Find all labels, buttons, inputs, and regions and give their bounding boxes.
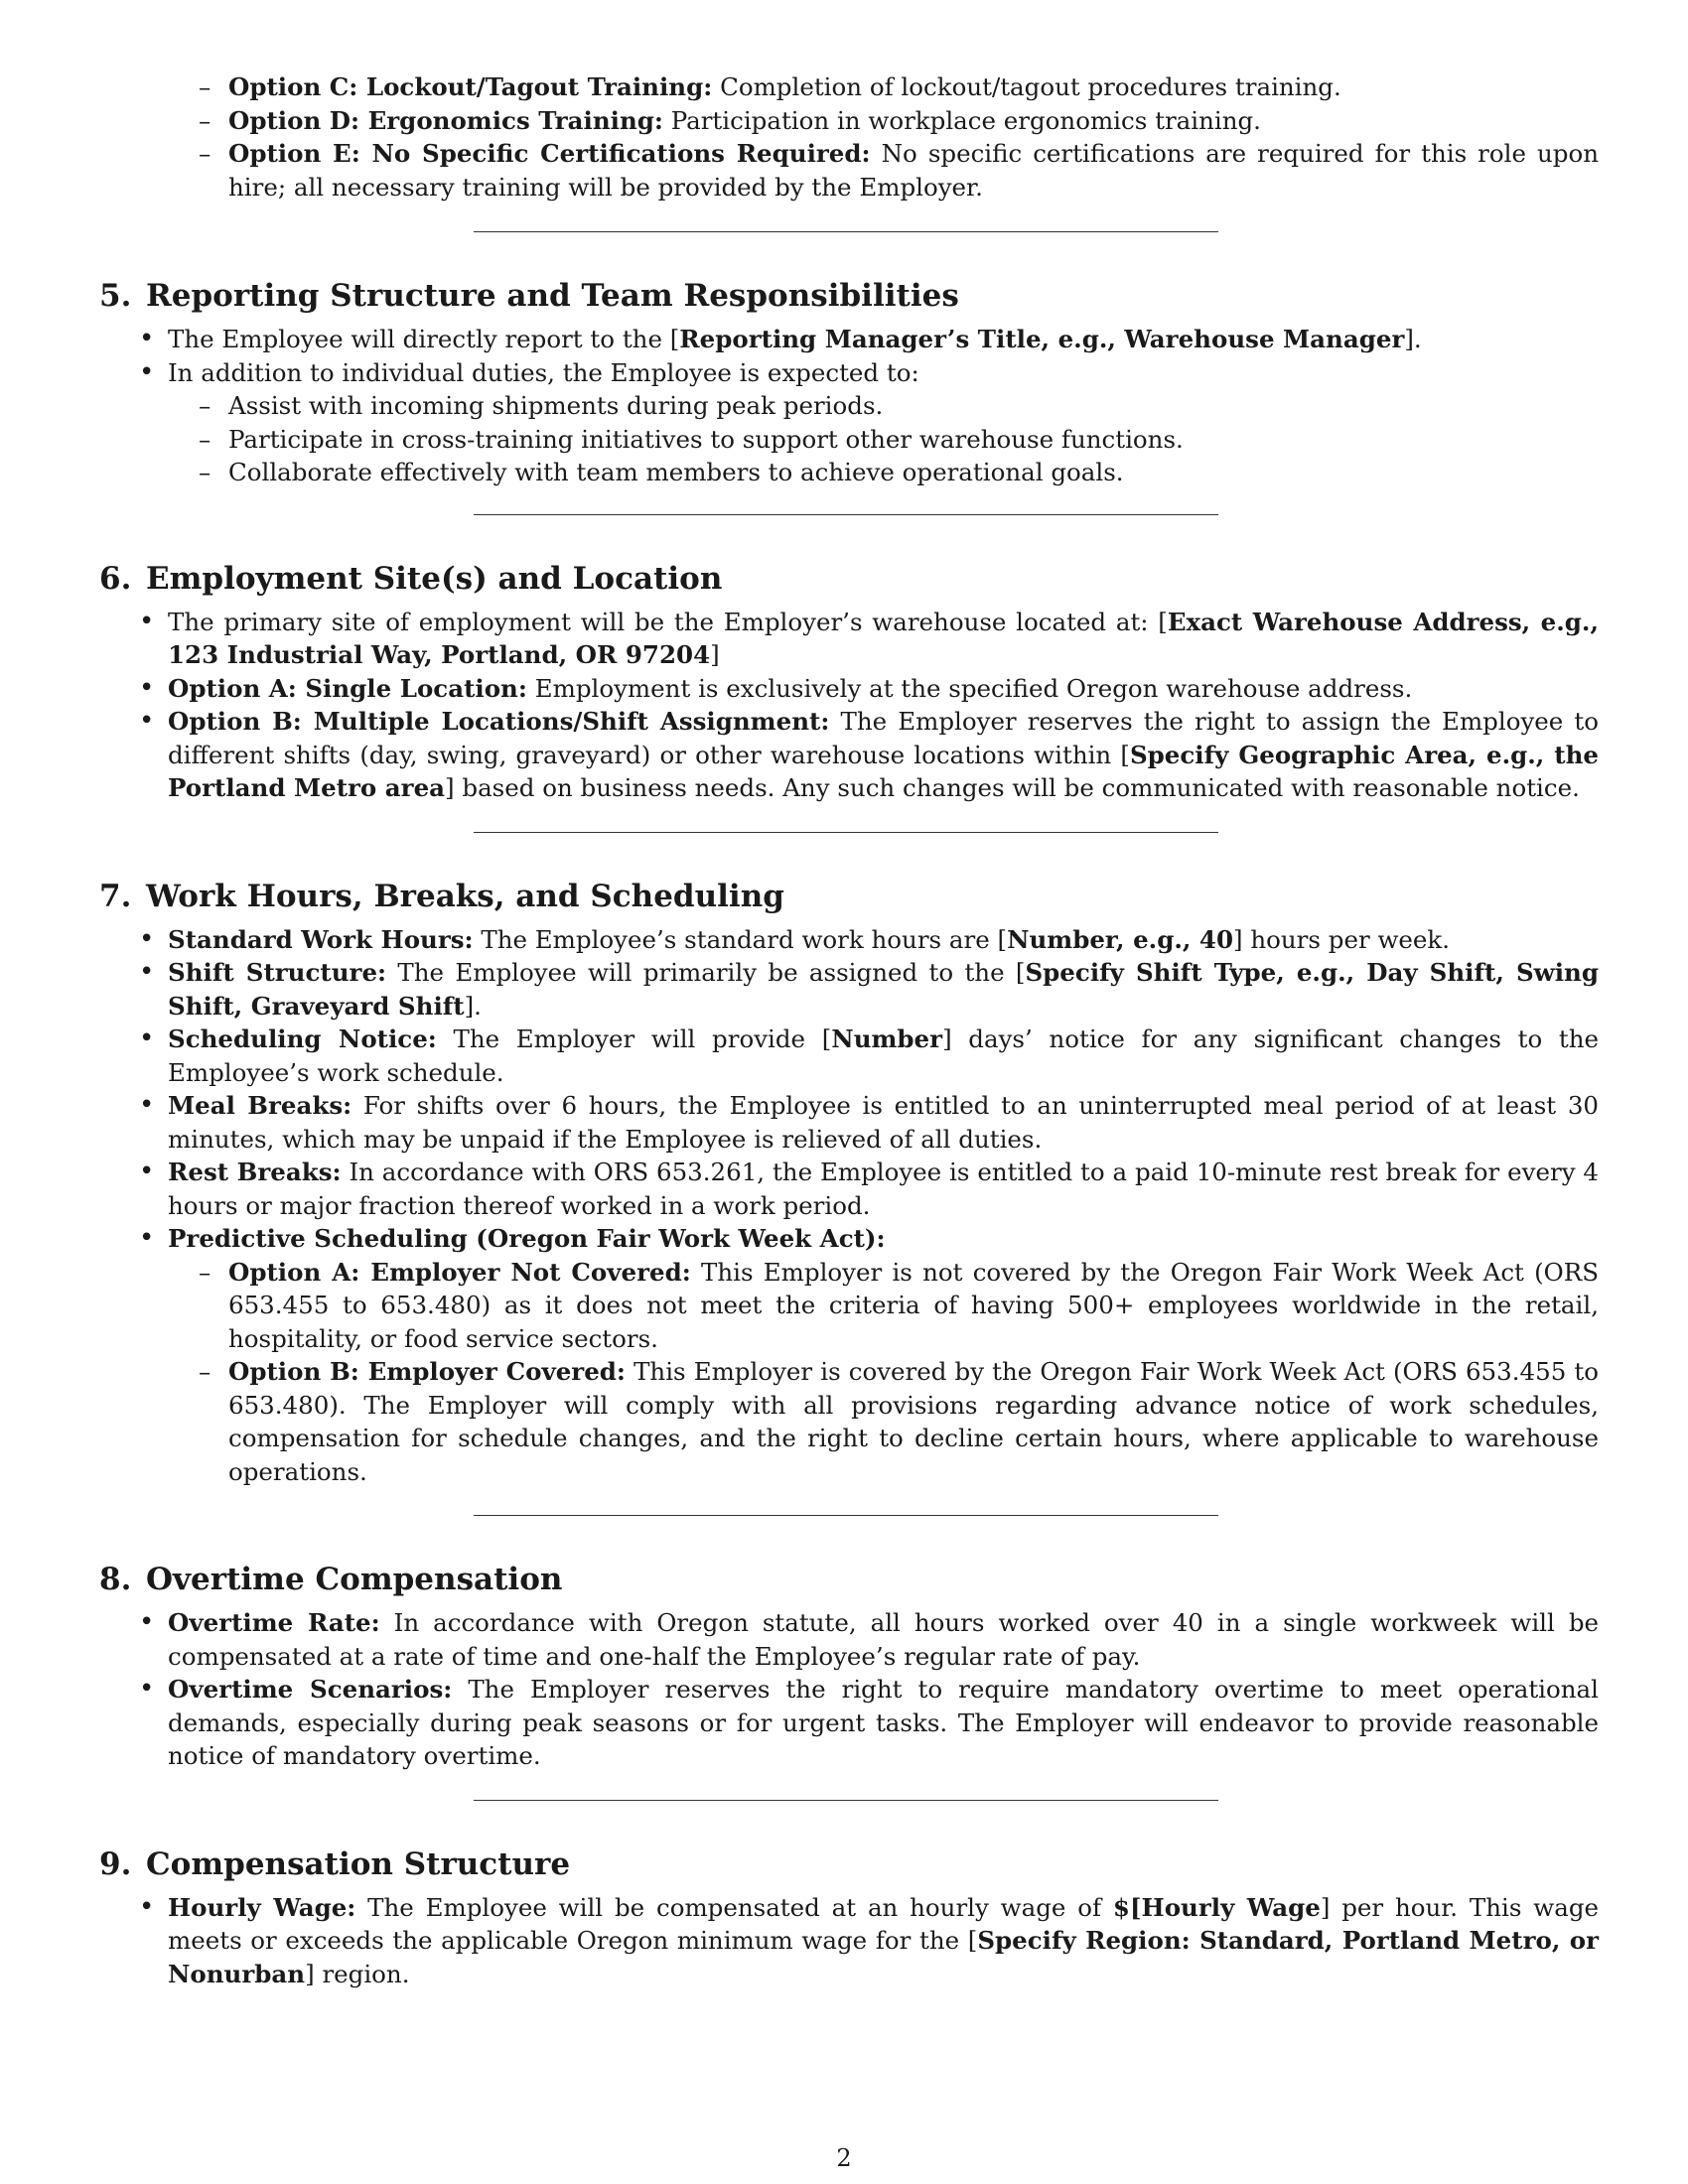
list-item: – Collaborate effectively with team members to achieve operational goals. (168, 456, 1599, 489)
section-divider (474, 514, 1218, 515)
section-heading-8: 8. Overtime Compensation (99, 1562, 563, 1597)
section-divider (474, 231, 1218, 232)
list-item: • The primary site of employment will be the Employer’s warehouse located at: [Exact Warehouse Address, e.g., 123 Industrial Way, Portland, OR 97204] (99, 606, 1599, 672)
section-heading-9: 9. Compensation Structure (99, 1845, 571, 1882)
section-8-list (99, 1606, 1599, 1773)
list-item: • Shift Structure: The Employee will primarily be assigned to the [Specify Shift Type, e.g., Day Shift, Swing Shift, Graveyard Shift]. (99, 956, 1599, 1023)
certification-options-list (99, 70, 1599, 204)
section-divider (474, 1515, 1218, 1516)
list-item: – Option A: Employer Not Covered: This Employer is not covered by the Oregon Fair Work Week Act (ORS 653.455 to 653.480) as it does not meet the criteria of having 500+ employees worldwide in the retail, hospitality, or food service sectors. (168, 1256, 1599, 1356)
list-item: • Option B: Multiple Locations/Shift Assignment: The Employer reserves the right to assign the Employee to different shifts (day, swing, graveyard) or other warehouse locations within [Specify Geographic Area, e.g., the Portland Metro area] based on business needs. Any such changes will be communicated with reasonable notice. (99, 705, 1599, 805)
section-6-list (99, 606, 1599, 805)
section-7-list (99, 923, 1599, 1489)
section-heading-6: 6. Employment Site(s) and Location (99, 560, 723, 597)
section-heading-7: 7. Work Hours, Breaks, and Scheduling (99, 878, 784, 914)
predictive-scheduling-options (168, 1256, 1599, 1489)
section-heading-5: 5. Reporting Structure and Team Responsibilities (99, 278, 959, 314)
section-divider (474, 832, 1218, 833)
list-item: • In addition to individual duties, the Employee is expected to: – Assist with incoming shipments during peak periods. – Participate in cross-training initiatives to support other warehouse functions. – Collaborate effectively with team members to achieve operational goals. (99, 356, 1599, 489)
list-item: • Overtime Rate: In accordance with Oregon statute, all hours worked over 40 in a single workweek will be compensated at a rate of time and one-half the Employee’s regular rate of pay. (99, 1606, 1599, 1673)
list-item: – Option D: Ergonomics Training: Participation in workplace ergonomics training. (99, 104, 1599, 138)
team-duties-list (168, 389, 1599, 489)
list-item: • Option A: Single Location: Employment is exclusively at the specified Oregon warehouse address. (99, 672, 1599, 706)
list-item: • The Employee will directly report to the [Reporting Manager’s Title, e.g., Warehouse Manager]. (99, 323, 1599, 356)
section-divider (474, 1800, 1218, 1801)
list-item: – Assist with incoming shipments during peak periods. (168, 389, 1599, 423)
page-content (99, 72, 1600, 1990)
section-5-list (99, 323, 1599, 489)
list-item: – Option E: No Specific Certifications Required: No specific certifications are required for this role upon hire; all necessary training will be provided by the Employer. (99, 137, 1599, 204)
list-item: • Overtime Scenarios: The Employer reserves the right to require mandatory overtime to meet operational demands, especially during peak seasons or for urgent tasks. The Employer will endeavor to provide reasonable notice of mandatory overtime. (99, 1673, 1599, 1773)
list-item: • Standard Work Hours: The Employee’s standard work hours are [Number, e.g., 40] hours per week. (99, 923, 1599, 957)
list-item: • Meal Breaks: For shifts over 6 hours, the Employee is entitled to an uninterrupted meal period of at least 30 minutes, which may be unpaid if the Employee is relieved of all duties. (99, 1089, 1599, 1156)
list-item: • Predictive Scheduling (Oregon Fair Work Week Act): – Option A: Employer Not Covered: This Employer is not covered by the Oregon Fair Work Week Act (ORS 653.455 to 653.480) as it does not meet the criteria of having 500+ employees worldwide in the retail, hospitality, or food service sectors. – Option B: Employer Covered: This Employer is covered by the Oregon Fair Work Week Act (ORS 653.455 to 653.480). The Employer will comply with all provisions regarding advance notice of work schedules, compensation for schedule changes, and the right to decline certain hours, where applicable to warehouse operations. (99, 1222, 1599, 1488)
list-item: – Option B: Employer Covered: This Employer is covered by the Oregon Fair Work Week Act (ORS 653.455 to 653.480). The Employer will comply with all provisions regarding advance notice of work schedules, compensation for schedule changes, and the right to decline certain hours, where applicable to warehouse operations. (168, 1355, 1599, 1488)
list-item: – Participate in cross-training initiatives to support other warehouse functions. (168, 423, 1599, 457)
list-item: – Option C: Lockout/Tagout Training: Completion of lockout/tagout procedures training. (99, 70, 1599, 104)
section-9-list (99, 1891, 1599, 1991)
list-item: • Rest Breaks: In accordance with ORS 653.261, the Employee is entitled to a paid 10-minute rest break for every 4 hours or major fraction thereof worked in a work period. (99, 1156, 1599, 1222)
list-item: • Hourly Wage: The Employee will be compensated at an hourly wage of $[Hourly Wage] per hour. This wage meets or exceeds the applicable Oregon minimum wage for the [Specify Region: Standard, Portland Metro, or Nonurban] region. (99, 1891, 1599, 1991)
list-item: • Scheduling Notice: The Employer will provide [Number] days’ notice for any significant changes to the Employee’s work schedule. (99, 1023, 1599, 1089)
page-number: 2 (836, 2144, 852, 2172)
